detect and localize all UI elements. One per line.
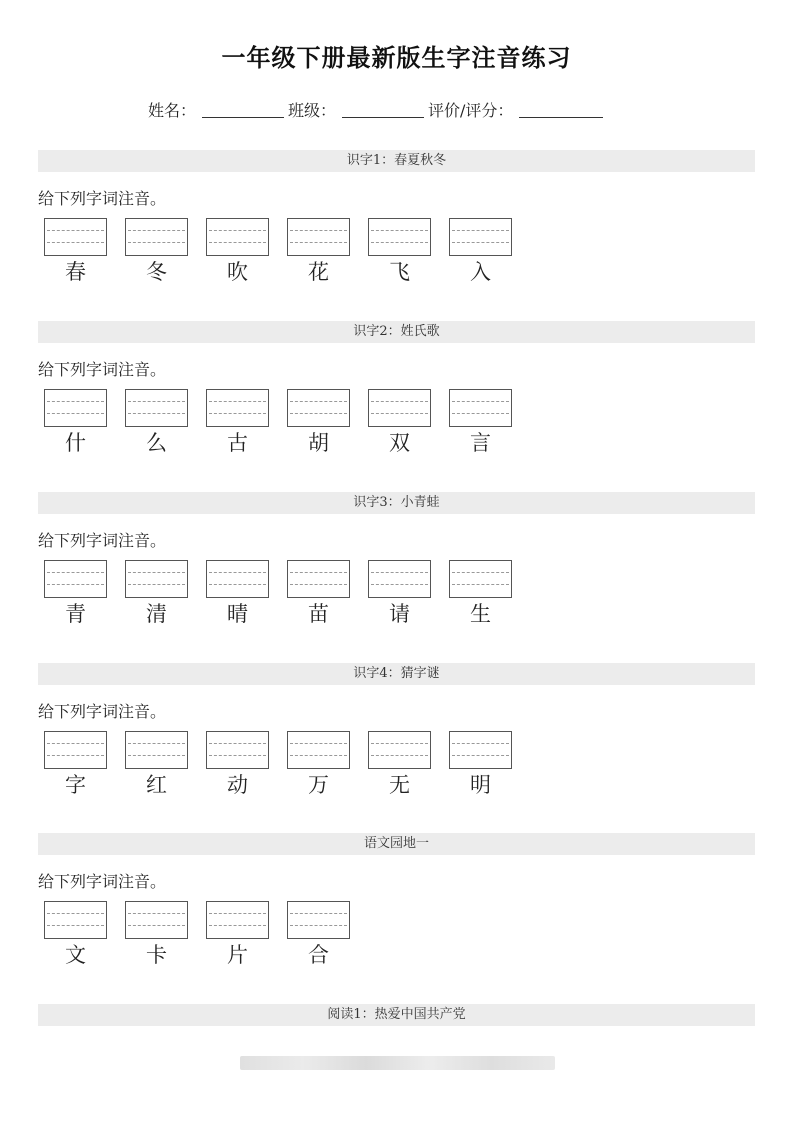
pinyin-writing-box[interactable] xyxy=(44,901,107,939)
guide-line xyxy=(209,572,266,573)
pinyin-cell xyxy=(449,731,512,799)
guide-line xyxy=(290,743,347,744)
pinyin-writing-box[interactable] xyxy=(449,218,512,256)
pinyin-cell xyxy=(44,731,107,799)
pinyin-writing-box[interactable] xyxy=(44,389,107,427)
guide-line xyxy=(128,572,185,573)
hanzi-character: 字 xyxy=(65,773,86,797)
name-label: 姓名： xyxy=(148,100,197,120)
hanzi-character: 入 xyxy=(470,260,491,284)
guide-line xyxy=(209,743,266,744)
pinyin-row xyxy=(44,389,530,457)
pinyin-writing-box[interactable] xyxy=(287,389,350,427)
pinyin-cell xyxy=(125,731,188,799)
guide-line xyxy=(371,572,428,573)
guide-line xyxy=(47,572,104,573)
pinyin-cell xyxy=(44,218,107,286)
hanzi-character: 言 xyxy=(470,431,491,455)
hanzi-character: 胡 xyxy=(308,431,329,455)
exercise-section xyxy=(38,321,755,455)
pinyin-cell xyxy=(287,901,350,969)
hanzi-character: 什 xyxy=(65,431,86,455)
guide-line xyxy=(209,584,266,585)
pinyin-cell xyxy=(368,389,431,457)
hanzi-character: 苗 xyxy=(308,602,329,626)
class-label: 班级： xyxy=(288,100,337,120)
guide-line xyxy=(128,401,185,402)
pinyin-writing-box[interactable] xyxy=(368,731,431,769)
pinyin-cell xyxy=(44,560,107,628)
pinyin-writing-box[interactable] xyxy=(125,389,188,427)
pinyin-writing-box[interactable] xyxy=(206,901,269,939)
hanzi-character: 动 xyxy=(227,773,248,797)
guide-line xyxy=(47,413,104,414)
guide-line xyxy=(209,925,266,926)
pinyin-cell xyxy=(125,560,188,628)
guide-line xyxy=(209,230,266,231)
pinyin-cell xyxy=(449,560,512,628)
guide-line xyxy=(452,743,509,744)
pinyin-cell xyxy=(125,218,188,286)
hanzi-character: 古 xyxy=(227,431,248,455)
hanzi-character: 明 xyxy=(470,773,491,797)
guide-line xyxy=(47,401,104,402)
guide-line xyxy=(128,913,185,914)
section-heading: 识字4：猜字谜 xyxy=(38,663,755,685)
guide-line xyxy=(452,230,509,231)
pinyin-writing-box[interactable] xyxy=(206,560,269,598)
pinyin-cell xyxy=(287,731,350,799)
guide-line xyxy=(371,743,428,744)
section-instruction: 给下列字词注音。 xyxy=(38,189,167,208)
hanzi-character: 吹 xyxy=(227,260,248,284)
guide-line xyxy=(290,584,347,585)
hanzi-character: 花 xyxy=(308,260,329,284)
pinyin-cell xyxy=(206,901,269,969)
exercise-section xyxy=(38,492,755,626)
hanzi-character: 么 xyxy=(146,431,167,455)
hanzi-character: 文 xyxy=(65,943,86,967)
guide-line xyxy=(371,584,428,585)
hanzi-character: 合 xyxy=(308,943,329,967)
pinyin-cell xyxy=(206,560,269,628)
section-heading: 语文园地一 xyxy=(38,833,755,855)
pinyin-writing-box[interactable] xyxy=(125,560,188,598)
hanzi-character: 生 xyxy=(470,602,491,626)
guide-line xyxy=(209,913,266,914)
guide-line xyxy=(290,230,347,231)
hanzi-character: 晴 xyxy=(227,602,248,626)
pinyin-row xyxy=(44,731,530,799)
guide-line xyxy=(47,913,104,914)
guide-line xyxy=(452,584,509,585)
hanzi-character: 春 xyxy=(65,260,86,284)
pinyin-writing-box[interactable] xyxy=(449,731,512,769)
guide-line xyxy=(452,413,509,414)
pinyin-writing-box[interactable] xyxy=(287,731,350,769)
pinyin-cell xyxy=(368,731,431,799)
pinyin-cell xyxy=(287,389,350,457)
pinyin-writing-box[interactable] xyxy=(125,218,188,256)
hanzi-character: 冬 xyxy=(146,260,167,284)
guide-line xyxy=(371,401,428,402)
guide-line xyxy=(290,413,347,414)
guide-line xyxy=(290,925,347,926)
pinyin-cell xyxy=(125,901,188,969)
pinyin-writing-box[interactable] xyxy=(206,218,269,256)
guide-line xyxy=(47,925,104,926)
guide-line xyxy=(371,242,428,243)
hanzi-character: 青 xyxy=(65,602,86,626)
exercise-section xyxy=(38,1004,755,1026)
pinyin-writing-box[interactable] xyxy=(206,731,269,769)
guide-line xyxy=(47,230,104,231)
guide-line xyxy=(47,584,104,585)
exercise-section xyxy=(38,833,755,967)
hanzi-character: 飞 xyxy=(389,260,410,284)
section-heading: 识字1：春夏秋冬 xyxy=(38,150,755,172)
section-instruction: 给下列字词注音。 xyxy=(38,702,167,721)
pinyin-writing-box[interactable] xyxy=(44,560,107,598)
guide-line xyxy=(371,755,428,756)
guide-line xyxy=(290,242,347,243)
pinyin-row xyxy=(44,901,368,969)
section-heading: 阅读1：热爱中国共产党 xyxy=(38,1004,755,1026)
blurred-footer xyxy=(240,1056,555,1070)
section-heading: 识字3：小青蛙 xyxy=(38,492,755,514)
pinyin-writing-box[interactable] xyxy=(368,389,431,427)
page-title: 一年级下册最新版生字注音练习 xyxy=(221,43,572,72)
guide-line xyxy=(128,755,185,756)
guide-line xyxy=(209,413,266,414)
guide-line xyxy=(452,242,509,243)
section-heading: 识字2：姓氏歌 xyxy=(38,321,755,343)
pinyin-cell xyxy=(287,560,350,628)
pinyin-cell xyxy=(206,389,269,457)
hanzi-character: 无 xyxy=(389,773,410,797)
pinyin-writing-box[interactable] xyxy=(287,218,350,256)
pinyin-writing-box[interactable] xyxy=(368,560,431,598)
section-instruction: 给下列字词注音。 xyxy=(38,360,167,379)
guide-line xyxy=(290,401,347,402)
pinyin-writing-box[interactable] xyxy=(125,901,188,939)
guide-line xyxy=(128,413,185,414)
section-instruction: 给下列字词注音。 xyxy=(38,872,167,891)
pinyin-row xyxy=(44,560,530,628)
pinyin-cell xyxy=(125,389,188,457)
pinyin-cell xyxy=(368,560,431,628)
guide-line xyxy=(290,913,347,914)
guide-line xyxy=(47,755,104,756)
guide-line xyxy=(209,755,266,756)
pinyin-cell xyxy=(206,218,269,286)
pinyin-writing-box[interactable] xyxy=(287,560,350,598)
guide-line xyxy=(47,242,104,243)
pinyin-writing-box[interactable] xyxy=(449,389,512,427)
guide-line xyxy=(452,572,509,573)
student-info-row xyxy=(148,97,607,121)
guide-line xyxy=(452,755,509,756)
guide-line xyxy=(371,413,428,414)
pinyin-writing-box[interactable] xyxy=(287,901,350,939)
hanzi-character: 红 xyxy=(146,773,167,797)
hanzi-character: 清 xyxy=(146,602,167,626)
guide-line xyxy=(128,925,185,926)
name-blank xyxy=(202,101,284,118)
pinyin-cell xyxy=(287,218,350,286)
guide-line xyxy=(128,230,185,231)
pinyin-writing-box[interactable] xyxy=(44,218,107,256)
pinyin-cell xyxy=(44,389,107,457)
class-blank xyxy=(342,101,424,118)
pinyin-writing-box[interactable] xyxy=(449,560,512,598)
guide-line xyxy=(209,401,266,402)
exercise-section xyxy=(38,663,755,797)
guide-line xyxy=(128,743,185,744)
section-instruction: 给下列字词注音。 xyxy=(38,531,167,550)
pinyin-cell xyxy=(449,389,512,457)
guide-line xyxy=(452,401,509,402)
pinyin-writing-box[interactable] xyxy=(206,389,269,427)
guide-line xyxy=(290,572,347,573)
pinyin-writing-box[interactable] xyxy=(44,731,107,769)
score-label: 评价/评分： xyxy=(428,100,514,120)
guide-line xyxy=(47,743,104,744)
hanzi-character: 卡 xyxy=(146,943,167,967)
pinyin-writing-box[interactable] xyxy=(368,218,431,256)
hanzi-character: 请 xyxy=(389,602,410,626)
guide-line xyxy=(128,584,185,585)
exercise-section xyxy=(38,150,755,284)
guide-line xyxy=(371,230,428,231)
pinyin-cell xyxy=(44,901,107,969)
hanzi-character: 片 xyxy=(227,943,248,967)
guide-line xyxy=(209,242,266,243)
pinyin-cell xyxy=(368,218,431,286)
hanzi-character: 双 xyxy=(389,431,410,455)
pinyin-cell xyxy=(449,218,512,286)
score-blank xyxy=(519,101,603,118)
guide-line xyxy=(128,242,185,243)
pinyin-row xyxy=(44,218,530,286)
pinyin-cell xyxy=(206,731,269,799)
hanzi-character: 万 xyxy=(308,773,329,797)
pinyin-writing-box[interactable] xyxy=(125,731,188,769)
guide-line xyxy=(290,755,347,756)
